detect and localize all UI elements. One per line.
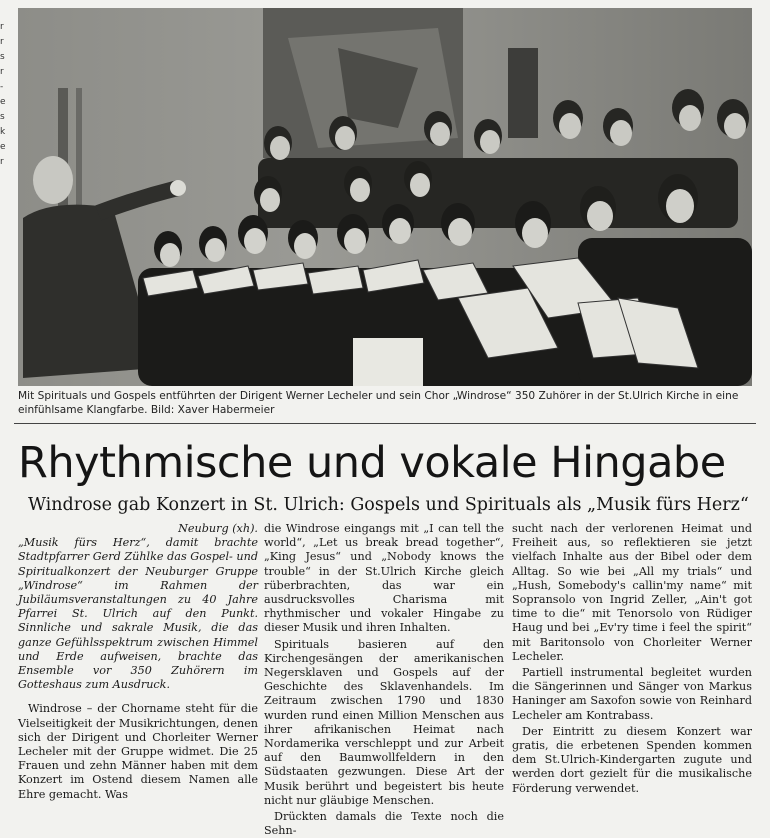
choir-photo-icon <box>18 8 752 386</box>
edge-letter: e <box>0 142 6 152</box>
edge-letter: r <box>0 22 4 32</box>
edge-letter: s <box>0 112 5 122</box>
body-paragraph: sucht nach der verlorenen Heimat und Freiheit aus, so reflektieren sie jetzt vielfach Inhalte aus der Bibel oder dem Alltag. So wie bei „All my trials“ und „Hush, Somebody's callin'my name“ mit Sopransolo von Ingrid Zeller, „Ain't got time to die“ mit Tenorsolo von Rüdiger Haug und bei „Ev'ry time i feel the spirit“ mit Baritonsolo von Chorleiter Werner Lecheler. <box>512 522 752 663</box>
article-column-1 <box>18 522 258 802</box>
edge-letter: r <box>0 37 4 47</box>
edge-letter: e <box>0 97 6 107</box>
lead-paragraph: „Musik fürs Herz“, damit brachte Stadtpfarrer Gerd Zühlke das Gospel- und Spiritualkonzert der Neuburger Gruppe „Windrose“ im Rahmen der Jubiläumsveranstaltungen zu 40 Jahre Pfarrei St. Ulrich auf den Punkt. Sinnliche und sakrale Musik, die das ganze Gefühlsspektrum zwischen Himmel und Erde aufweisen, brachte das Ensemble vor 350 Zuhörern im Gotteshaus zum Ausdruck. <box>18 536 258 692</box>
headline: Rhythmische und vokale Hingabe <box>18 438 726 488</box>
body-paragraph: die Windrose eingangs mit „I can tell the world“, „Let us break bread together“, „King Jesus“ und „Nobody knows the trouble“ in der St.Ulrich Kirche gleich rüberbrachten, das war ein ausdrucksvolles Charisma mit rhythmischer und vokaler Hingabe zu dieser Musik und ihren Inhalten. <box>264 522 504 635</box>
edge-letter: s <box>0 52 5 62</box>
body-paragraph: Windrose – der Chorname steht für die Vielseitigkeit der Musikrichtungen, denen sich der Dirigent und Chorleiter Werner Lecheler mit der Gruppe widmet. Die 25 Frauen und zehn Männer haben mit dem Konzert im Ostend diesem Namen alle Ehre gemacht. Was <box>18 702 258 801</box>
subheadline: Windrose gab Konzert in St. Ulrich: Gospels und Spirituals als „Musik fürs Herz“ <box>28 495 749 515</box>
body-paragraph: Spirituals basieren auf den Kirchengesängen der amerikanischen Negersklaven und Gospels auf der Geschichte des Sklavenhandels. Im Zeitraum zwischen 1790 und 1830 wurden rund einen Million Menschen aus ihrer afrikanischen Heimat nach Nordamerika verschleppt und zur Arbeit auf den Baumwollfeldern in den Südstaaten gezwungen. Diese Art der Musik berührt und begeistert bis heute nicht nur gläubige Menschen. <box>264 637 504 807</box>
edge-letter: r <box>0 157 4 167</box>
article-column-2 <box>264 522 504 838</box>
dateline: Neuburg (xh). <box>178 522 258 535</box>
edge-letter: r <box>0 67 4 77</box>
choir-photo <box>18 8 752 386</box>
body-paragraph: Partiell instrumental begleitet wurden die Sängerinnen und Sänger von Markus Haninger am Saxofon sowie von Reinhard Lecheler am Kontrabass. <box>512 666 752 722</box>
body-paragraph: Der Eintritt zu diesem Konzert war gratis, die erbetenen Spenden kommen dem St.Ulrich-Kindergarten zugute und werden dort gezielt für die musikalische Förderung verwendet. <box>512 724 752 795</box>
adjacent-column-fragment <box>0 20 10 170</box>
photo-caption: Mit Spirituals und Gospels entführten der Dirigent Werner Lecheler und sein Chor „Windrose“ 350 Zuhörer in der St.Ulrich Kirche in eine einfühlsame Klangfarbe. Bild: Xaver Habermeier <box>18 390 739 416</box>
body-paragraph: Drückten damals die Texte noch die Sehn- <box>264 810 504 838</box>
article-column-3 <box>512 522 752 796</box>
caption-divider <box>14 423 756 424</box>
edge-letter: k <box>0 127 6 137</box>
edge-letter: - <box>0 82 4 92</box>
